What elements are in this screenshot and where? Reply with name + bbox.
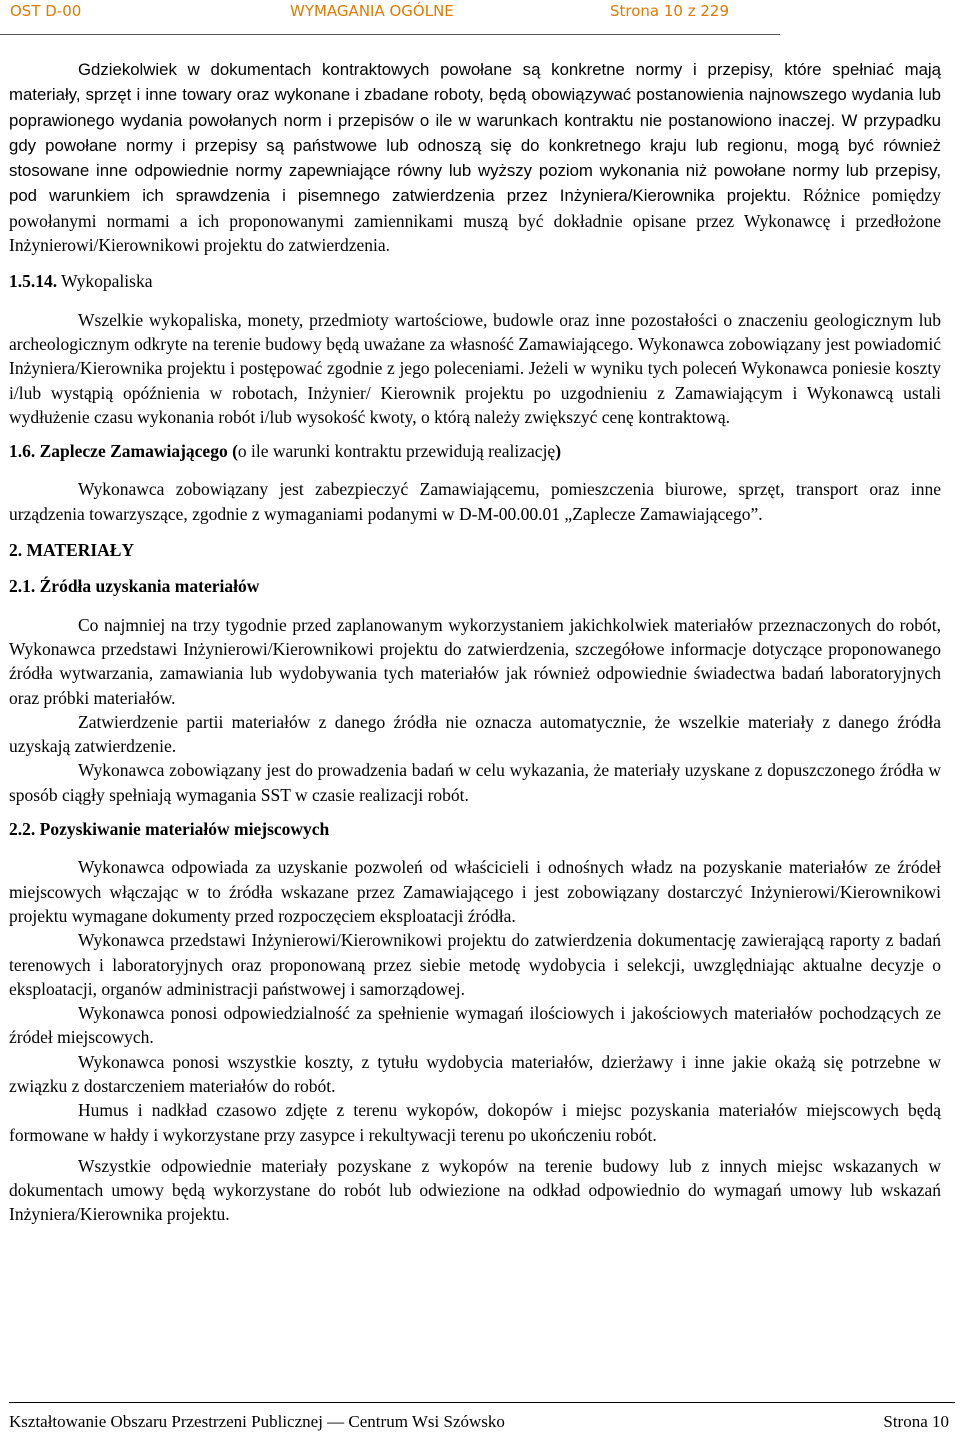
footer-page-number: Strona 10	[883, 1412, 949, 1431]
section-2-2-paragraph-1: Wykonawca odpowiada za uzyskanie pozwoleń od właścicieli i odnośnych władz na pozyskanie materiałów ze źródeł miejscowych włączając w to źródła wskazane przez Zamawiającego i jest zobowiązany dostarczyć Inżynierowi/Kierownikowi projektu wymagane dokumenty przed rozpoczęciem eksploatacji źródła.	[9, 857, 941, 926]
section-2-2-paragraph-6: Wszystkie odpowiednie materiały pozyskane z wykopów na terenie budowy lub z innych miejsc wskazanych w dokumentach umowy będą wykorzystane do robót lub odwiezione na odkład odpowiednio do wymagań umowy lub wskazań Inżyniera/Kierownika projektu.	[9, 1155, 941, 1225]
section-1-5-14-paragraph: Wszelkie wykopaliska, monety, przedmioty wartościowe, budowle oraz inne pozostałości o znaczeniu geologicznym lub archeologicznym odkryte na terenie budowy będą uważane za własność Zamawiającego. Wykonawca zobowiązany jest powiadomić Inżyniera/Kierownika projektu i postępować zgodnie z jego poleceniami. Jeżeli w wyniku tych poleceń Wykonawca poniesie koszty i/lub wystąpią opóźnienia w robotach, Inżynier/ Kierownik projektu po uzgodnieniu z Zamawiającym i Wykonawcą ustali wydłużenie czasu wykonania robót i/lub wysokość kwoty, o którą należy zwiększyć cenę kontraktową.	[9, 309, 941, 427]
section-2-2-paragraph-4: Wykonawca ponosi wszystkie koszty, z tytułu wydobycia materiałów, dzierżawy i inne jakie okażą się potrzebne w związku z dostarczeniem materiałów do robót.	[9, 1051, 941, 1096]
section-title: Wykopaliska	[57, 271, 153, 292]
header-section-title: WYMAGANIA OGÓLNE	[290, 2, 454, 20]
page-footer	[9, 1412, 955, 1432]
section-2-1-paragraph-1: Co najmniej na trzy tygodnie przed zaplanowanym wykorzystaniem jakichkolwiek materiałów przeznaczonych do robót, Wykonawca przedstawi Inżynierowi/Kierownikowi projektu do zatwierdzenia, szczegółowe informacje dotyczące proponowanego źródła wytwarzania, zamawiania lub wydobywania tych materiałów jak również odpowiednie świadectwa badań laboratoryjnych oraz próbki materiałów.	[9, 614, 941, 708]
section-1-5-14-heading	[9, 269, 941, 293]
section-note: o ile warunki kontraktu przewidują realizację	[237, 441, 556, 462]
section-2-2-paragraph-3: Wykonawca ponosi odpowiedzialność za spełnienie wymagań ilościowych i jakościowych materiałów pochodzących ze źródeł miejscowych.	[9, 1003, 941, 1048]
page-header	[0, 0, 960, 38]
section-2-2-paragraph-2: Wykonawca przedstawi Inżynierowi/Kierownikowi projektu do zatwierdzenia dokumentację zawierającą raporty z badań terenowych i laboratoryjnych oraz proponowaną przez siebie metodę wydobycia i selekcji, uwzględniając aktualne decyzje o eksploatacji, organów administracji państwowej i samorządowej.	[9, 930, 941, 999]
section-1-6-heading	[9, 439, 941, 463]
intro-sans-text: Gdziekolwiek w dokumentach kontraktowych powołane są konkretne normy i przepisy, które spełniać mają materiały, sprzęt i inne towary oraz wykonane i zbadane roboty, będą obowiązywać postanowienia najnowszego wydania lub poprawionego wydania powołanych norm i przepisów o ile w warunkach kontraktu nie postanowiono inaczej.	[9, 60, 941, 130]
header-doc-code: OST D-00	[10, 2, 82, 20]
section-2-1-paragraph-3: Wykonawca zobowiązany jest do prowadzenia badań w celu wykazania, że materiały uzyskane z dopuszczonego źródła w sposób ciągły spełniają wymagania SST w czasie realizacji robót.	[9, 760, 941, 805]
section-1-6-paragraph: Wykonawca zobowiązany jest zabezpieczyć Zamawiającemu, pomieszczenia biurowe, sprzęt, transport oraz inne urządzenia towarzyszące, zgodnie z wymaganiami podanymi w D-M-00.00.01 „Zaplecze Zamawiającego”.	[9, 479, 941, 524]
intro-paragraph	[9, 57, 941, 257]
section-2-heading: 2. MATERIAŁY	[9, 540, 135, 561]
section-2-2-paragraph-5: Humus i nadkład czasowo zdjęte z terenu wykopów, dokopów i miejsc pozyskania materiałów miejscowych będą formowane w hałdy i wykorzystane przy zasypce i rekultywacji terenu po ukończeniu robót.	[9, 1100, 941, 1145]
section-title: 1.6. Zaplecze Zamawiającego (	[9, 441, 238, 462]
document-body	[9, 57, 941, 1227]
section-title-close: )	[555, 441, 562, 462]
header-divider	[0, 34, 780, 35]
intro-tail-text: Różnice pomiędzy powołanymi normami a ich proponowanymi zamiennikami muszą być dokładnie opisane przez Wykonawcę i przedłożone Inżynierowi/Kierownikowi projektu do zatwierdzenia.	[9, 185, 941, 256]
section-number: 1.5.14.	[9, 271, 58, 292]
footer-divider	[9, 1402, 955, 1403]
section-2-2-heading: 2.2. Pozyskiwanie materiałów miejscowych	[9, 819, 330, 840]
section-2-1-heading: 2.1. Źródła uzyskania materiałów	[9, 576, 260, 597]
section-2-1-paragraph-2: Zatwierdzenie partii materiałów z danego źródła nie oznacza automatycznie, że wszelkie materiały z danego źródła uzyskają zatwierdzenie.	[9, 711, 941, 757]
header-page-counter: Strona 10 z 229	[610, 2, 730, 20]
intro-serif-text: W przypadku gdy powołane normy i przepisy są państwowe lub odnoszą się do konkretnego kraju lub regionu, mogą być również stosowane inne odpowiednie normy zapewniające równy lub wyższy poziom wykonania niż powołane normy lub przepisy, pod warunkiem ich sprawdzenia i pisemnego zatwierdzenia przez Inżyniera/Kierownika projektu.	[9, 110, 941, 206]
footer-project-title: Kształtowanie Obszaru Przestrzeni Publicznej — Centrum Wsi Szówsko	[9, 1412, 505, 1431]
